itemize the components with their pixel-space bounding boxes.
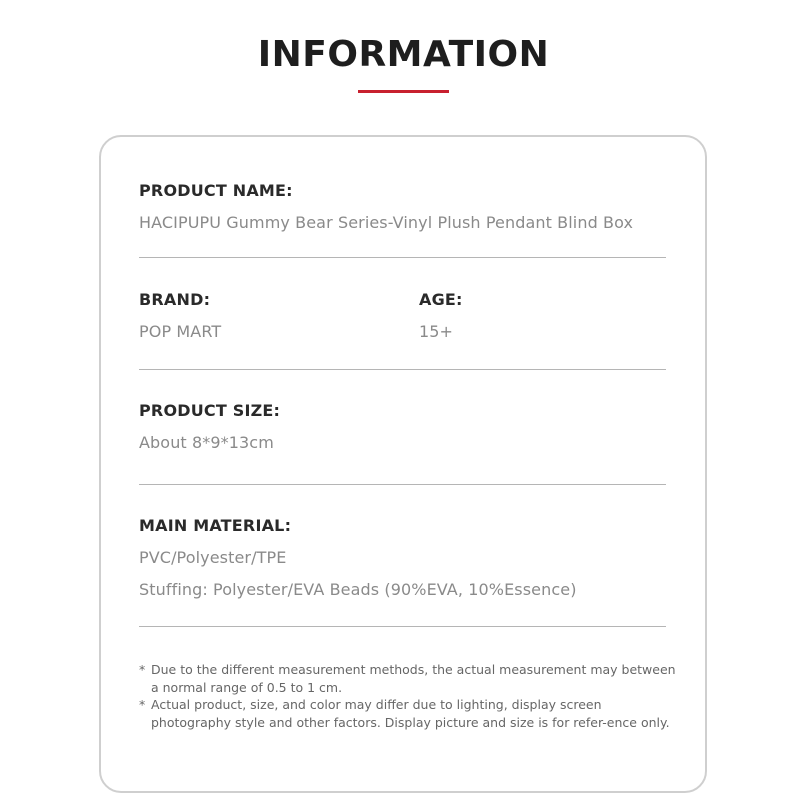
asterisk-bullet: * <box>139 697 146 712</box>
age-section <box>419 290 463 342</box>
product-size-label: PRODUCT SIZE: <box>139 401 281 420</box>
main-material-line1: PVC/Polyester/TPE <box>139 548 287 567</box>
note-item <box>139 696 679 731</box>
note-text: Actual product, size, and color may differ due to lighting, display screen photography style and other factors. Display picture and size is for refer-ence only. <box>151 697 670 730</box>
title-underline <box>358 90 449 93</box>
main-material-label: MAIN MATERIAL: <box>139 516 292 535</box>
note-item <box>139 661 679 696</box>
divider <box>139 257 666 258</box>
brand-label: BRAND: <box>139 290 211 309</box>
product-size-value: About 8*9*13cm <box>139 433 274 452</box>
divider <box>139 369 666 370</box>
age-label: AGE: <box>419 290 463 309</box>
divider <box>139 626 666 627</box>
product-name-label: PRODUCT NAME: <box>139 181 293 200</box>
product-name-value: HACIPUPU Gummy Bear Series-Vinyl Plush Pendant Blind Box <box>139 213 634 232</box>
divider <box>139 484 666 485</box>
main-material-line2: Stuffing: Polyester/EVA Beads (90%EVA, 10%Essence) <box>139 580 577 599</box>
page-title: INFORMATION <box>257 34 550 75</box>
brand-value: POP MART <box>139 322 222 341</box>
product-name-section <box>139 181 666 233</box>
product-size-section <box>139 401 666 453</box>
note-text: Due to the different measurement methods, the actual measurement may between a normal range of 0.5 to 1 cm. <box>151 662 676 695</box>
main-material-section <box>139 516 666 600</box>
age-value: 15+ <box>419 322 454 341</box>
asterisk-bullet: * <box>139 662 146 677</box>
brand-section <box>139 290 221 342</box>
disclaimer-notes <box>139 661 679 731</box>
